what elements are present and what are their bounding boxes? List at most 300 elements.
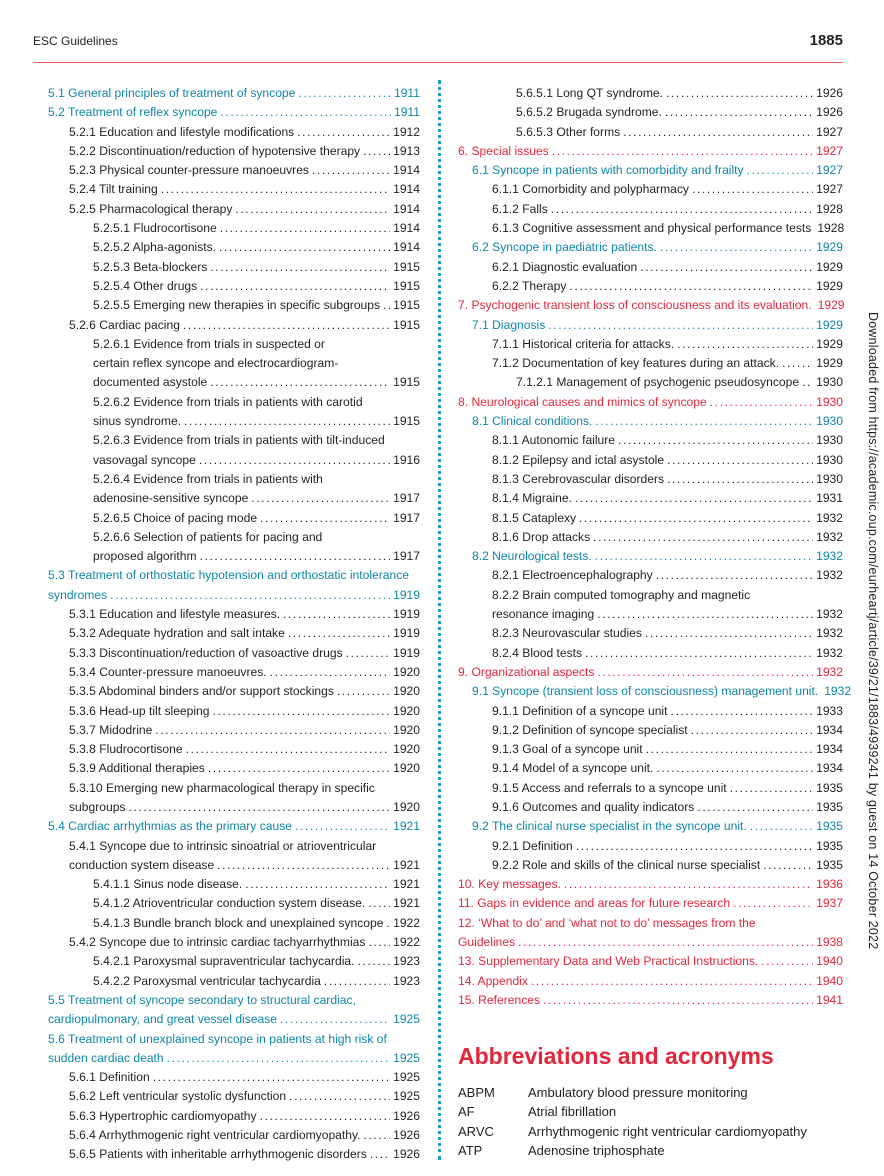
toc-entry[interactable] (458, 566, 843, 585)
toc-entry[interactable] (458, 123, 843, 142)
toc-entry-page: 1932 (816, 568, 843, 583)
toc-entry-page: 1915 (393, 278, 420, 293)
toc-leader-dots (593, 528, 813, 547)
toc-entry-page: 1926 (393, 1128, 420, 1143)
toc-entry[interactable] (48, 180, 420, 199)
toc-leader-dots (730, 779, 813, 798)
toc-entry-title: 5.2.5.5 Emerging new therapies in specific subgroups (93, 298, 381, 313)
toc-entry-page: 1935 (816, 819, 843, 834)
toc-entry[interactable] (458, 624, 843, 643)
toc-entry-page: 1929 (816, 356, 843, 371)
toc-leader-dots (368, 933, 390, 952)
toc-entry-title: 5.2.6.5 Choice of pacing mode (93, 510, 258, 525)
toc-entry-title: 8.2.2 Brain computed tomography and magnetic (492, 587, 751, 602)
toc-entry-page: 1914 (393, 221, 420, 236)
toc-entry-title: 5.4.2 Syncope due to intrinsic cardiac tachyarrhythmias (69, 935, 366, 950)
toc-entry-title: 5.2.5.1 Fludrocortisone (93, 221, 217, 236)
toc-entry-title: 6.2.1 Diagnostic evaluation (492, 259, 638, 274)
toc-entry[interactable] (48, 1049, 420, 1068)
toc-leader-dots (548, 316, 813, 335)
toc-entry[interactable] (48, 702, 420, 721)
toc-entry[interactable] (458, 586, 843, 605)
toc-entry[interactable] (458, 431, 843, 450)
toc-entry-page: 1936 (816, 877, 843, 892)
toc-entry-page: 1931 (816, 491, 843, 506)
running-head: ESC Guidelines (33, 34, 118, 48)
toc-leader-dots (747, 161, 814, 180)
toc-leader-dots (283, 605, 390, 624)
toc-entry[interactable] (458, 238, 843, 257)
toc-entry[interactable] (48, 451, 420, 470)
toc-entry-page: 1935 (816, 857, 843, 872)
toc-entry-page: 1923 (393, 973, 420, 988)
toc-entry-page: 1925 (393, 1089, 420, 1104)
toc-entry-page: 1935 (816, 799, 843, 814)
toc-entry[interactable] (458, 142, 843, 161)
toc-entry[interactable] (458, 817, 843, 836)
toc-entry-title: 5.2.6.2 Evidence from trials in patients with carotid (93, 394, 363, 409)
toc-entry[interactable] (48, 837, 420, 856)
toc-entry-page: 1920 (393, 684, 420, 699)
toc-leader-dots (782, 354, 813, 373)
toc-entry-title: 5.6.2 Left ventricular systolic dysfunction (69, 1089, 287, 1104)
toc-entry-page: 1915 (393, 317, 420, 332)
header-rule (33, 62, 843, 63)
toc-entry-title: 5.3.7 Midodrine (69, 722, 153, 737)
toc-entry-title: 10. Key messages. (458, 877, 561, 892)
toc-entry-page: 1926 (393, 1147, 420, 1162)
toc-entry-title: 9. Organizational aspects (458, 664, 595, 679)
toc-entry-title: 5.4.1.2 Atrioventricular conduction system disease. (93, 896, 366, 911)
toc-entry[interactable] (48, 431, 420, 450)
toc-entry[interactable] (458, 335, 843, 354)
toc-entry[interactable] (48, 1030, 420, 1049)
toc-entry[interactable] (48, 238, 420, 257)
toc-entry-title: subgroups (69, 799, 126, 814)
toc-entry-page: 1930 (816, 452, 843, 467)
toc-entry-page: 1922 (393, 935, 420, 950)
toc-leader-dots (576, 837, 813, 856)
toc-entry[interactable] (458, 972, 843, 991)
toc-entry[interactable] (48, 258, 420, 277)
toc-entry[interactable] (458, 914, 843, 933)
toc-entry-page: 1941 (816, 992, 843, 1007)
toc-entry[interactable] (458, 605, 843, 624)
toc-leader-dots (802, 373, 813, 392)
toc-entry-page: 1927 (816, 182, 843, 197)
toc-entry[interactable] (48, 682, 420, 701)
toc-entry[interactable] (48, 161, 420, 180)
toc-leader-dots (595, 412, 813, 431)
toc-entry-page: 1933 (816, 703, 843, 718)
toc-entry-title: 5.6 Treatment of unexplained syncope in patients at high risk of (48, 1031, 387, 1046)
toc-entry-page: 1926 (816, 86, 843, 100)
toc-entry-page: 1919 (393, 645, 420, 660)
toc-entry[interactable] (48, 219, 420, 238)
toc-entry[interactable] (48, 952, 420, 971)
toc-leader-dots (640, 258, 813, 277)
toc-entry[interactable] (458, 393, 843, 412)
toc-entry[interactable] (48, 489, 420, 508)
toc-entry-page: 1928 (817, 221, 845, 236)
toc-entry-title: 5.2.5 Pharmacological therapy (69, 201, 233, 216)
toc-entry-page: 1929 (816, 336, 843, 351)
toc-entry[interactable] (458, 489, 843, 508)
toc-entry-page: 1932 (816, 607, 843, 622)
toc-leader-dots (220, 103, 391, 122)
toc-leader-dots (656, 759, 813, 778)
column-divider (438, 80, 441, 1160)
toc-leader-dots (656, 566, 813, 585)
toc-entry-title: 5.3.8 Fludrocortisone (69, 742, 183, 757)
toc-entry-page: 1914 (393, 201, 420, 216)
toc-entry[interactable] (458, 779, 843, 798)
toc-leader-dots (289, 1087, 390, 1106)
toc-entry[interactable] (48, 296, 420, 315)
toc-entry-title: 8.2.3 Neurovascular studies (492, 626, 642, 641)
toc-entry[interactable] (48, 373, 420, 392)
toc-entry[interactable] (48, 412, 420, 431)
toc-leader-dots (368, 894, 390, 913)
toc-entry-title: 8.1.3 Cerebrovascular disorders (492, 471, 665, 486)
toc-entry[interactable] (458, 180, 843, 199)
toc-entry-title: 5.2.5.2 Alpha-agonists. (93, 240, 217, 255)
toc-entry-page: 1938 (816, 935, 843, 950)
toc-entry[interactable] (458, 856, 843, 875)
toc-leader-dots (260, 1107, 391, 1126)
toc-entry-title: 5.3.10 Emerging new pharmacological therapy in specific (69, 780, 375, 795)
toc-entry-page: 1914 (393, 182, 420, 197)
toc-entry[interactable] (458, 373, 843, 392)
toc-entry-page: 1932 (816, 529, 843, 544)
toc-entry[interactable] (458, 952, 843, 971)
toc-entry-title: 9.2.2 Role and skills of the clinical nurse specialist (492, 857, 761, 872)
toc-entry-title: 8. Neurological causes and mimics of syncope (458, 394, 707, 409)
toc-entry[interactable] (48, 1010, 420, 1029)
toc-entry[interactable] (458, 547, 843, 566)
toc-entry[interactable] (458, 84, 843, 103)
toc-entry-page: 1922 (393, 915, 420, 930)
toc-entry[interactable] (48, 354, 420, 373)
toc-entry[interactable] (48, 1087, 420, 1106)
toc-leader-dots (337, 682, 390, 701)
toc-entry-page: 1919 (393, 587, 420, 602)
toc-entry-title: 5.2.5.4 Other drugs (93, 278, 198, 293)
toc-leader-dots (710, 393, 813, 412)
toc-entry-title: documented asystole (93, 375, 208, 390)
toc-entry-page: 1921 (393, 877, 420, 892)
toc-entry[interactable] (48, 663, 420, 682)
toc-entry[interactable] (458, 161, 843, 180)
toc-entry-title: cardiopulmonary, and great vessel disease (48, 1012, 278, 1027)
toc-leader-dots (199, 451, 390, 470)
toc-entry-title: 9.2 The clinical nurse specialist in the syncope unit. (472, 819, 747, 834)
toc-entry-title: 9.1 Syncope (transient loss of consciousness) management unit. (472, 684, 819, 699)
toc-entry[interactable] (48, 721, 420, 740)
toc-entry[interactable] (458, 277, 843, 296)
toc-leader-dots (184, 412, 390, 431)
toc-entry[interactable] (48, 798, 420, 817)
toc-entry-title: 5.6.3 Hypertrophic cardiomyopathy (69, 1108, 257, 1123)
toc-entry-page: 1912 (393, 124, 420, 139)
toc-leader-dots (167, 1049, 390, 1068)
toc-entry[interactable] (48, 1126, 420, 1145)
toc-entry-title: 11. Gaps in evidence and areas for future research (458, 896, 731, 911)
toc-entry-page: 1929 (816, 240, 843, 255)
toc-leader-dots (128, 798, 390, 817)
toc-entry-title: 8.1.2 Epilepsy and ictal asystole (492, 452, 665, 467)
toc-entry[interactable] (48, 470, 420, 489)
toc-leader-dots (251, 489, 390, 508)
toc-leader-dots (260, 509, 390, 528)
toc-entry[interactable] (48, 894, 420, 913)
toc-entry[interactable] (48, 624, 420, 643)
toc-entry[interactable] (48, 779, 420, 798)
toc-leader-dots (597, 663, 813, 682)
toc-entry[interactable] (458, 103, 843, 122)
toc-leader-dots (692, 180, 813, 199)
page-number: 1885 (809, 32, 843, 49)
toc-entry-page: 1923 (393, 954, 420, 969)
toc-entry[interactable] (458, 837, 843, 856)
toc-entry-page: 1929 (816, 278, 843, 293)
toc-entry[interactable] (48, 528, 420, 547)
toc-leader-dots (383, 296, 390, 315)
toc-entry[interactable] (48, 103, 420, 122)
abbreviation-row (458, 1122, 843, 1141)
toc-leader-dots (733, 894, 813, 913)
toc-entry-title: 7.1.2.1 Management of psychogenic pseudosyncope (516, 375, 800, 390)
toc-entry[interactable] (458, 528, 843, 547)
toc-left-column (48, 84, 420, 1165)
toc-leader-dots (569, 277, 813, 296)
toc-entry[interactable] (48, 914, 420, 933)
toc-entry-title: 5.2.3 Physical counter-pressure manoeuvres (69, 163, 309, 178)
toc-entry[interactable] (458, 200, 843, 219)
toc-entry-title: 6.1.2 Falls (492, 201, 548, 216)
toc-entry-title: 8.1.6 Drop attacks (492, 529, 591, 544)
toc-entry-title: certain reflex syncope and electrocardiogram- (93, 356, 339, 371)
toc-entry-title: 5.2.2 Discontinuation/reduction of hypotensive therapy (69, 143, 361, 158)
toc-entry-page: 1911 (393, 86, 420, 100)
toc-entry-page: 1917 (393, 491, 420, 506)
toc-leader-dots (153, 1068, 390, 1087)
toc-leader-dots (270, 663, 390, 682)
toc-entry-title: 9.1.6 Outcomes and quality indicators (492, 799, 695, 814)
toc-entry-page: 1914 (393, 163, 420, 178)
toc-entry[interactable] (458, 894, 843, 913)
abbreviation-term: AF (458, 1104, 475, 1120)
toc-entry[interactable] (458, 875, 843, 894)
toc-entry[interactable] (48, 142, 420, 161)
toc-entry[interactable] (458, 296, 843, 315)
toc-entry[interactable] (458, 644, 843, 663)
toc-leader-dots (660, 238, 813, 257)
toc-entry-title: 6. Special issues (458, 143, 549, 158)
abbreviation-definition: Adenosine triphosphate (528, 1142, 665, 1158)
abbreviation-term: ATP (458, 1142, 483, 1158)
toc-entry[interactable] (48, 566, 420, 585)
toc-leader-dots (666, 84, 813, 103)
toc-entry-title: 5.6.5 Patients with inheritable arrhythmogenic disorders (69, 1147, 367, 1162)
toc-entry-title: 9.2.1 Definition (492, 838, 573, 853)
toc-entry-page: 1940 (816, 954, 843, 969)
toc-entry[interactable] (48, 605, 420, 624)
toc-entry[interactable] (48, 277, 420, 296)
toc-entry-page: 1929 (817, 298, 845, 313)
toc-entry[interactable] (48, 509, 420, 528)
toc-entry[interactable] (48, 933, 420, 952)
toc-entry-title: 5.4.1 Syncope due to intrinsic sinoatrial or atrioventricular (69, 838, 377, 853)
toc-leader-dots (210, 258, 390, 277)
toc-leader-dots (110, 586, 390, 605)
toc-entry-title: 5.2.6.6 Selection of patients for pacing and (93, 529, 323, 544)
toc-entry-page: 1925 (393, 1012, 420, 1027)
toc-entry-page: 1934 (816, 722, 843, 737)
toc-entry[interactable] (458, 682, 852, 701)
toc-entry[interactable] (458, 721, 843, 740)
toc-entry[interactable] (458, 258, 843, 277)
toc-entry-page: 1920 (393, 742, 420, 757)
abbreviation-row (458, 1141, 843, 1160)
toc-entry-title: 5.3.3 Discontinuation/reduction of vasoactive drugs (69, 645, 343, 660)
toc-leader-dots (552, 142, 813, 161)
toc-entry[interactable] (458, 509, 843, 528)
toc-leader-dots (691, 721, 813, 740)
toc-entry[interactable] (48, 200, 420, 219)
toc-entry[interactable] (458, 759, 843, 778)
toc-entry[interactable] (458, 470, 843, 489)
toc-entry[interactable] (48, 856, 420, 875)
toc-leader-dots (667, 451, 813, 470)
toc-leader-dots (518, 933, 813, 952)
toc-leader-dots (297, 123, 390, 142)
toc-entry[interactable] (458, 451, 843, 470)
toc-entry[interactable] (48, 547, 420, 566)
toc-entry[interactable] (458, 663, 843, 682)
toc-entry-page: 1921 (393, 896, 420, 911)
toc-entry-title: 5.2.6 Cardiac pacing (69, 317, 180, 332)
toc-entry[interactable] (458, 219, 843, 238)
toc-leader-dots (210, 373, 390, 392)
toc-entry-title: 5.2.5.3 Beta-blockers (93, 259, 208, 274)
toc-entry-page: 1921 (393, 857, 420, 872)
toc-entry-page: 1937 (816, 896, 843, 911)
toc-entry-title: 9.1.4 Model of a syncope unit. (492, 761, 654, 776)
toc-entry-title: 5.6.5.2 Brugada syndrome. (516, 105, 662, 120)
toc-entry-title: 9.1.2 Definition of syncope specialist (492, 722, 688, 737)
toc-leader-dots (220, 219, 390, 238)
toc-entry[interactable] (48, 1068, 420, 1087)
toc-entry-page: 1930 (816, 414, 843, 429)
toc-entry[interactable] (48, 316, 420, 335)
toc-entry[interactable] (48, 1145, 420, 1164)
toc-entry-title: 5.6.1 Definition (69, 1070, 150, 1085)
toc-entry-title: 8.1 Clinical conditions. (472, 414, 593, 429)
abbreviation-definition: Arrhythmogenic right ventricular cardiomyopathy (528, 1123, 807, 1139)
toc-entry-page: 1934 (816, 742, 843, 757)
toc-entry[interactable] (48, 1107, 420, 1126)
toc-entry-page: 1934 (816, 761, 843, 776)
toc-entry[interactable] (48, 875, 420, 894)
toc-entry[interactable] (458, 991, 843, 1010)
toc-entry-title: 8.2.1 Electroencephalography (492, 568, 653, 583)
toc-entry[interactable] (48, 335, 420, 354)
toc-entry[interactable] (458, 354, 843, 373)
toc-leader-dots (370, 1145, 390, 1164)
toc-entry-page: 1915 (393, 259, 420, 274)
toc-entry[interactable] (458, 702, 843, 721)
toc-leader-dots (235, 200, 390, 219)
toc-leader-dots (295, 817, 390, 836)
toc-entry[interactable] (48, 644, 420, 663)
toc-entry-page: 1926 (816, 105, 843, 120)
toc-entry-title: 5.4.2.1 Paroxysmal supraventricular tachycardia. (93, 954, 355, 969)
toc-entry-title: 8.2 Neurological tests. (472, 549, 592, 564)
toc-entry[interactable] (48, 393, 420, 412)
toc-entry[interactable] (458, 316, 843, 335)
toc-entry-page: 1911 (393, 105, 420, 120)
toc-entry-title: 5.4 Cardiac arrhythmias as the primary cause (48, 819, 292, 834)
toc-entry-page: 1919 (393, 626, 420, 641)
abbreviation-definition: Atrial fibrillation (528, 1104, 617, 1120)
toc-leader-dots (324, 972, 390, 991)
toc-entry-page: 1932 (816, 549, 843, 564)
toc-entry[interactable] (458, 412, 843, 431)
toc-entry-title: 9.1.3 Goal of a syncope unit (492, 742, 643, 757)
toc-entry-page: 1926 (393, 1108, 420, 1123)
toc-leader-dots (667, 470, 813, 489)
toc-leader-dots (697, 798, 813, 817)
toc-leader-dots (200, 547, 391, 566)
toc-entry[interactable] (48, 972, 420, 991)
toc-entry-page: 1928 (816, 201, 843, 216)
toc-leader-dots (595, 547, 813, 566)
toc-entry[interactable] (48, 759, 420, 778)
toc-entry[interactable] (458, 798, 843, 817)
toc-leader-dots (665, 103, 813, 122)
toc-entry-title: vasovagal syncope (93, 452, 196, 467)
toc-entry-page: 1920 (393, 703, 420, 718)
toc-leader-dots (245, 875, 390, 894)
toc-entry-page: 1935 (816, 780, 843, 795)
toc-leader-dots (364, 1126, 391, 1145)
toc-entry[interactable] (48, 817, 420, 836)
toc-entry[interactable] (48, 123, 420, 142)
toc-entry-page: 1925 (393, 1070, 420, 1085)
toc-entry-page: 1914 (393, 240, 420, 255)
page-header (33, 30, 843, 56)
toc-entry-page: 1927 (816, 143, 843, 158)
toc-entry[interactable] (48, 740, 420, 759)
toc-entry-page: 1917 (393, 510, 420, 525)
toc-leader-dots (161, 180, 390, 199)
toc-entry[interactable] (458, 740, 843, 759)
toc-leader-dots (200, 277, 390, 296)
toc-entry-page: 1932 (824, 684, 852, 699)
toc-entry[interactable] (48, 991, 420, 1010)
toc-entry-page: 1915 (393, 414, 420, 429)
toc-entry[interactable] (48, 84, 420, 103)
toc-leader-dots (288, 624, 390, 643)
toc-entry-page: 1930 (816, 375, 843, 390)
toc-entry-page: 1917 (393, 549, 420, 564)
toc-entry-title: adenosine-sensitive syncope (93, 491, 249, 506)
toc-leader-dots (763, 856, 813, 875)
toc-entry[interactable] (458, 933, 843, 952)
toc-right-column (458, 84, 852, 1010)
toc-entry[interactable] (48, 586, 420, 605)
